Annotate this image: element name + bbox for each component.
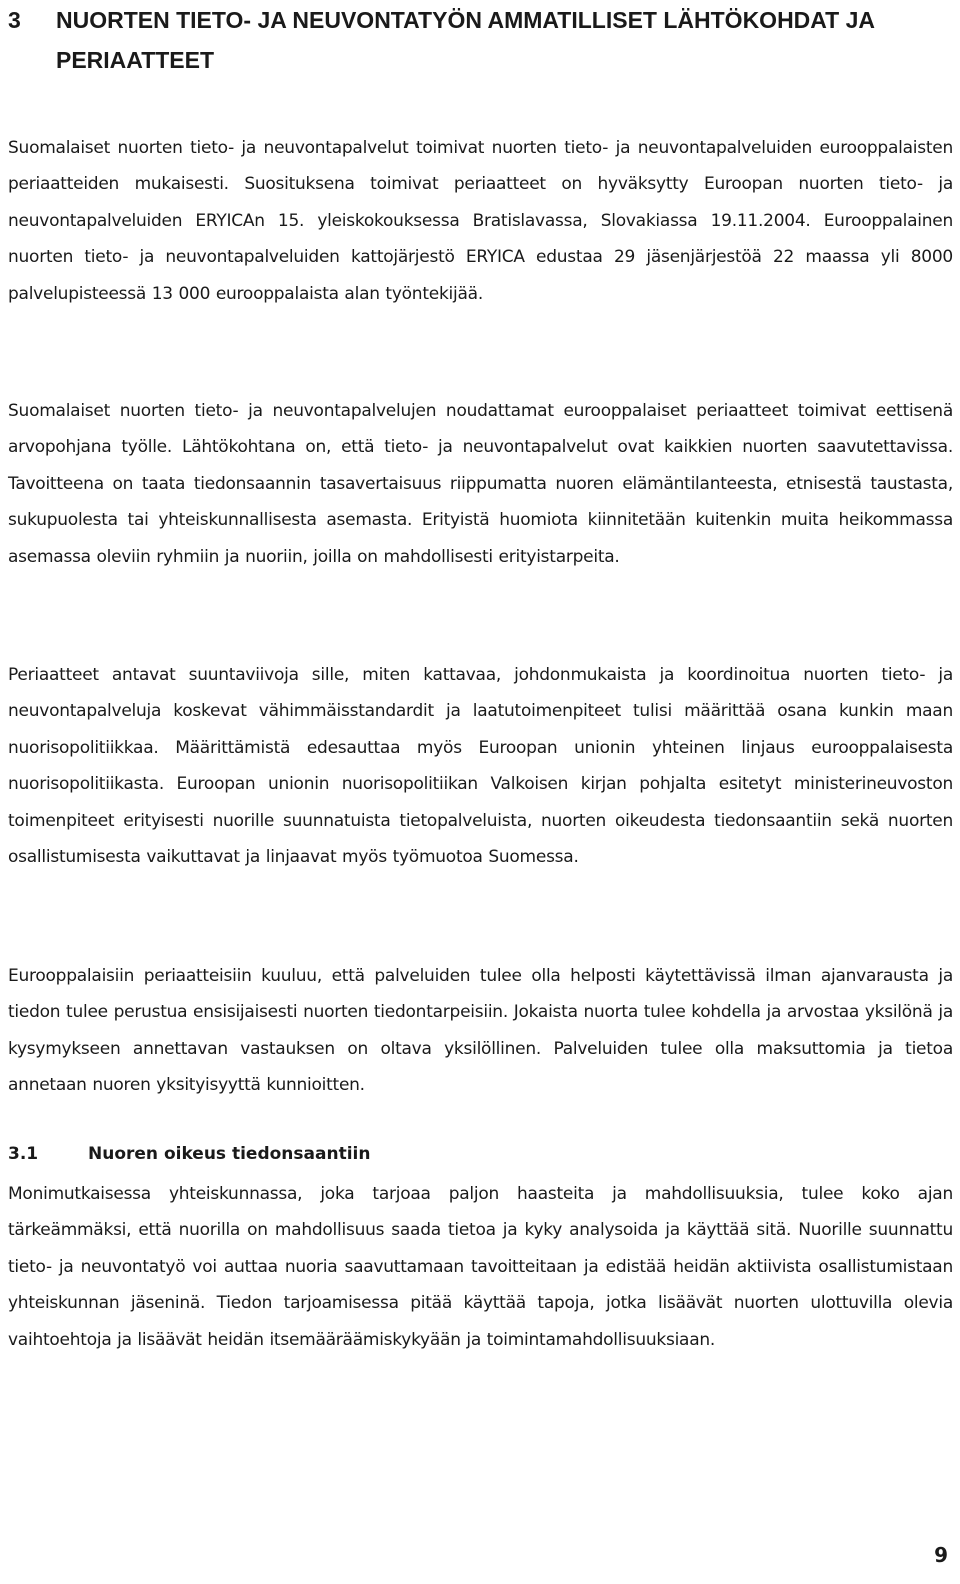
- section-title: Nuoren oikeus tiedonsaantiin: [88, 1144, 371, 1164]
- paragraph-guidelines: Periaatteet antavat suuntaviivoja sille, miten kattavaa, johdonmukaista ja koordinoitua nuorten tieto- ja neuvontapalveluja koskevat vähimmäisstandardit ja laatutoimenpiteet tulisi määrittää osana kunkin maan nuorisopolitiikkaa. Määrittämistä edesauttaa myös Euroopan unionin yhteinen linjaus eurooppalaisesta nuorisopolitiikasta. Euroopan unionin nuorisopolitiikan Valkoisen kirjan pohjalta esitetyt ministerineuvoston toimenpiteet erityisesti nuorille suunnatuista tietopalveluista, nuorten oikeudesta tiedonsaantiin sekä nuorten osallistumisesta vaikuttavat ja linjaavat myös työmuotoa Suomessa.: [8, 665, 953, 868]
- paragraph-right-to-information: Monimutkaisessa yhteiskunnassa, joka tarjoaa paljon haasteita ja mahdollisuuksia, tulee koko ajan tärkeämmäksi, että nuorilla on mahdollisuus saada tietoa ja kyky analysoida ja käyttää sitä. Nuorille suunnattu tieto- ja neuvontatyö voi auttaa nuoria saavuttamaan tavoitteitaan ja edistää heidän aktiivista osallistumistaan yhteiskunnan jäseninä. Tiedon tarjoamisessa pitää käyttää tapoja, jotka lisäävät nuorten ulottuvilla olevia vaihtoehtoja ja lisäävät heidän itsemääräämiskykyään ja toimintamahdollisuuksiaan.: [8, 1184, 953, 1350]
- paragraph-ethical-basis: Suomalaiset nuorten tieto- ja neuvontapalvelujen noudattamat eurooppalaiset periaatteet toimivat eettisenä arvopohjana työlle. Lähtökohtana on, että tieto- ja neuvontapalvelut ovat kaikkien nuorten saavutettavissa. Tavoitteena on taata tiedonsaannin tasavertaisuus riippumatta nuoren elämäntilanteesta, etnisestä taustasta, sukupuolesta tai yhteiskunnallisesta asemasta. Erityistä huomiota kiinnitetään kuitenkin muita heikommassa asemassa oleviin ryhmiin ja nuoriin, joilla on mahdollisesti erityistarpeita.: [8, 401, 953, 567]
- chapter-title: NUORTEN TIETO- JA NEUVONTATYÖN AMMATILLISET LÄHTÖKOHDAT JA PERIAATTEET: [56, 7, 875, 73]
- paragraph-eryica-principles: Suomalaiset nuorten tieto- ja neuvontapalvelut toimivat nuorten tieto- ja neuvontapalveluiden eurooppalaisten periaatteiden mukaisesti. Suosituksena toimivat periaatteet on hyväksytty Euroopan nuorten tieto- ja neuvontapalveluiden ERYICAn 15. yleiskokouksessa Bratislavassa, Slovakiassa 19.11.2004. Eurooppalainen nuorten tieto- ja neuvontapalveluiden kattojärjestö ERYICA edustaa 29 jäsenjärjestöä 22 maassa yli 8000 palvelupisteessä 13 000 eurooppalaista alan työntekijää.: [8, 138, 953, 304]
- chapter-number: 3: [8, 7, 21, 33]
- section-heading: [8, 1136, 953, 1172]
- chapter-heading: [8, 0, 953, 80]
- page-number: 9: [934, 1543, 948, 1567]
- section-number: 3.1: [8, 1144, 39, 1164]
- paragraph-service-principles: Eurooppalaisiin periaatteisiin kuuluu, että palveluiden tulee olla helposti käytettävissä ilman ajanvarausta ja tiedon tulee perustua ensisijaisesti nuorten tiedontarpeisiin. Jokaista nuorta tulee kohdella ja arvostaa yksilönä ja kysymykseen annettavan vastauksen on oltava yksilöllinen. Palveluiden tulee olla maksuttomia ja tietoa annetaan nuoren yksityisyyttä kunnioitten.: [8, 966, 953, 1096]
